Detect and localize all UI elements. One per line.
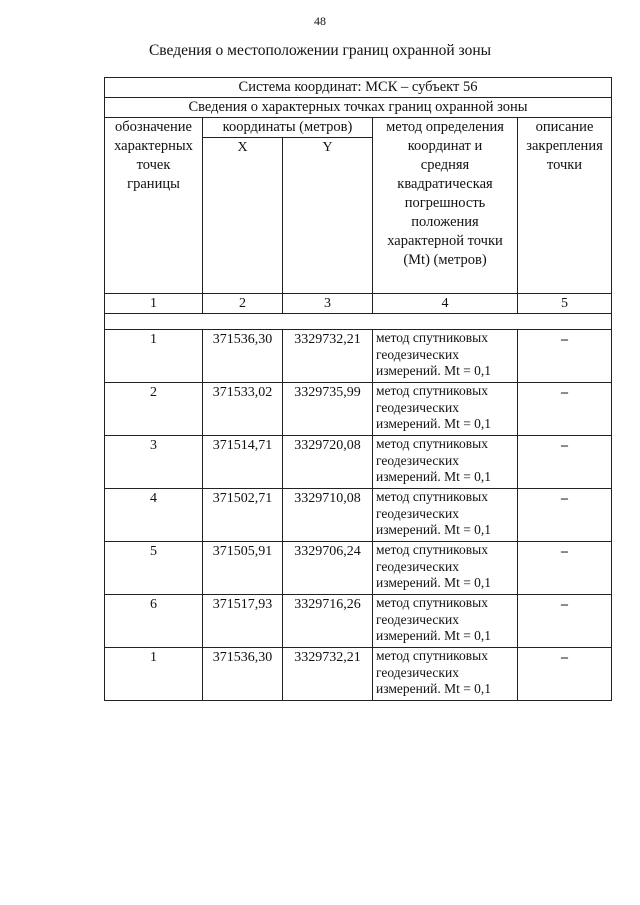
table-row bbox=[105, 595, 612, 648]
designation-header bbox=[105, 118, 203, 294]
header-row-top bbox=[105, 118, 612, 138]
method-line: метод спутниковых bbox=[376, 436, 488, 451]
column-number: 3 bbox=[283, 294, 373, 314]
method-line: геодезических bbox=[376, 452, 459, 468]
method-line: геодезических bbox=[376, 611, 459, 627]
y-coordinate-cell: 3329710,08 bbox=[283, 489, 373, 542]
method-header-line: характерной точки bbox=[387, 233, 503, 249]
page-number: 48 bbox=[314, 14, 326, 28]
description-cell: – bbox=[518, 595, 612, 648]
method-line: метод спутниковых bbox=[376, 383, 488, 398]
method-cell bbox=[373, 542, 518, 595]
method-line: геодезических bbox=[376, 558, 459, 574]
y-coordinate-cell: 3329706,24 bbox=[283, 542, 373, 595]
x-coordinate-cell: 371517,93 bbox=[203, 595, 283, 648]
description-header-line: описание bbox=[535, 119, 594, 135]
point-id-cell: 4 bbox=[105, 489, 203, 542]
y-coordinate-cell: 3329735,99 bbox=[283, 383, 373, 436]
method-header-line: средняя bbox=[420, 157, 470, 173]
description-header-line: закрепления bbox=[526, 138, 603, 154]
section-title-row bbox=[105, 98, 612, 118]
designation-header-line: обозначение bbox=[115, 119, 192, 135]
method-cell bbox=[373, 489, 518, 542]
y-header: Y bbox=[283, 138, 373, 294]
method-line: измерений. Mt = 0,1 bbox=[376, 575, 492, 590]
designation-header-line: точек bbox=[136, 157, 171, 173]
method-header-line: положения bbox=[411, 214, 479, 230]
point-id-cell: 1 bbox=[105, 648, 203, 701]
x-coordinate-cell: 371536,30 bbox=[203, 330, 283, 383]
y-coordinate-cell: 3329732,21 bbox=[283, 648, 373, 701]
column-number: 1 bbox=[105, 294, 203, 314]
document-title: Сведения о местоположении границ охранной зоны bbox=[148, 42, 492, 59]
table-row bbox=[105, 436, 612, 489]
table-row bbox=[105, 648, 612, 701]
description-header-line: точки bbox=[546, 157, 583, 173]
table-row bbox=[105, 383, 612, 436]
method-header-line: квадратическая bbox=[397, 176, 493, 192]
y-coordinate-cell: 3329716,26 bbox=[283, 595, 373, 648]
designation-header-line: характерных bbox=[114, 138, 193, 154]
section-title: Сведения о характерных точках границ охранной зоны bbox=[105, 98, 612, 118]
method-cell bbox=[373, 436, 518, 489]
boundary-points-table bbox=[104, 77, 612, 701]
method-header-line: метод определения bbox=[386, 119, 504, 135]
x-coordinate-cell: 371533,02 bbox=[203, 383, 283, 436]
method-line: геодезических bbox=[376, 664, 459, 680]
description-header bbox=[518, 118, 612, 294]
description-cell: – bbox=[518, 330, 612, 383]
coordinates-header: координаты (метров) bbox=[203, 118, 373, 138]
x-coordinate-cell: 371514,71 bbox=[203, 436, 283, 489]
table-row bbox=[105, 330, 612, 383]
point-id-cell: 1 bbox=[105, 330, 203, 383]
method-cell bbox=[373, 330, 518, 383]
table-row bbox=[105, 542, 612, 595]
description-cell: – bbox=[518, 648, 612, 701]
point-id-cell: 5 bbox=[105, 542, 203, 595]
description-cell: – bbox=[518, 436, 612, 489]
description-cell: – bbox=[518, 542, 612, 595]
point-id-cell: 3 bbox=[105, 436, 203, 489]
point-id-cell: 6 bbox=[105, 595, 203, 648]
method-line: измерений. Mt = 0,1 bbox=[376, 363, 492, 378]
method-line: геодезических bbox=[376, 346, 459, 362]
point-id-cell: 2 bbox=[105, 383, 203, 436]
description-cell: – bbox=[518, 489, 612, 542]
column-number-row bbox=[105, 294, 612, 314]
x-header: X bbox=[203, 138, 283, 294]
column-number: 5 bbox=[518, 294, 612, 314]
method-header-line: (Mt) (метров) bbox=[403, 252, 487, 268]
method-line: геодезических bbox=[376, 505, 459, 521]
method-line: метод спутниковых bbox=[376, 648, 488, 663]
column-number: 4 bbox=[373, 294, 518, 314]
coordinate-system-label: Система координат: МСК – субъект 56 bbox=[105, 78, 612, 98]
method-line: метод спутниковых bbox=[376, 330, 488, 345]
x-coordinate-cell: 371536,30 bbox=[203, 648, 283, 701]
method-line: измерений. Mt = 0,1 bbox=[376, 469, 492, 484]
method-cell bbox=[373, 648, 518, 701]
designation-header-line: границы bbox=[127, 176, 180, 192]
coordinate-system-row bbox=[105, 78, 612, 98]
method-header bbox=[373, 118, 518, 294]
method-header-line: координат и bbox=[407, 138, 483, 154]
spacer-row bbox=[105, 314, 612, 330]
column-number: 2 bbox=[203, 294, 283, 314]
method-header-line: погрешность bbox=[404, 195, 486, 211]
method-line: метод спутниковых bbox=[376, 595, 488, 610]
method-line: геодезических bbox=[376, 399, 459, 415]
method-cell bbox=[373, 383, 518, 436]
x-coordinate-cell: 371502,71 bbox=[203, 489, 283, 542]
y-coordinate-cell: 3329732,21 bbox=[283, 330, 373, 383]
method-line: измерений. Mt = 0,1 bbox=[376, 681, 492, 696]
method-line: измерений. Mt = 0,1 bbox=[376, 416, 492, 431]
method-line: метод спутниковых bbox=[376, 542, 488, 557]
spacer-cell bbox=[105, 314, 612, 330]
method-line: измерений. Mt = 0,1 bbox=[376, 522, 492, 537]
method-cell bbox=[373, 595, 518, 648]
table-row bbox=[105, 489, 612, 542]
method-line: измерений. Mt = 0,1 bbox=[376, 628, 492, 643]
y-coordinate-cell: 3329720,08 bbox=[283, 436, 373, 489]
method-line: метод спутниковых bbox=[376, 489, 488, 504]
x-coordinate-cell: 371505,91 bbox=[203, 542, 283, 595]
description-cell: – bbox=[518, 383, 612, 436]
